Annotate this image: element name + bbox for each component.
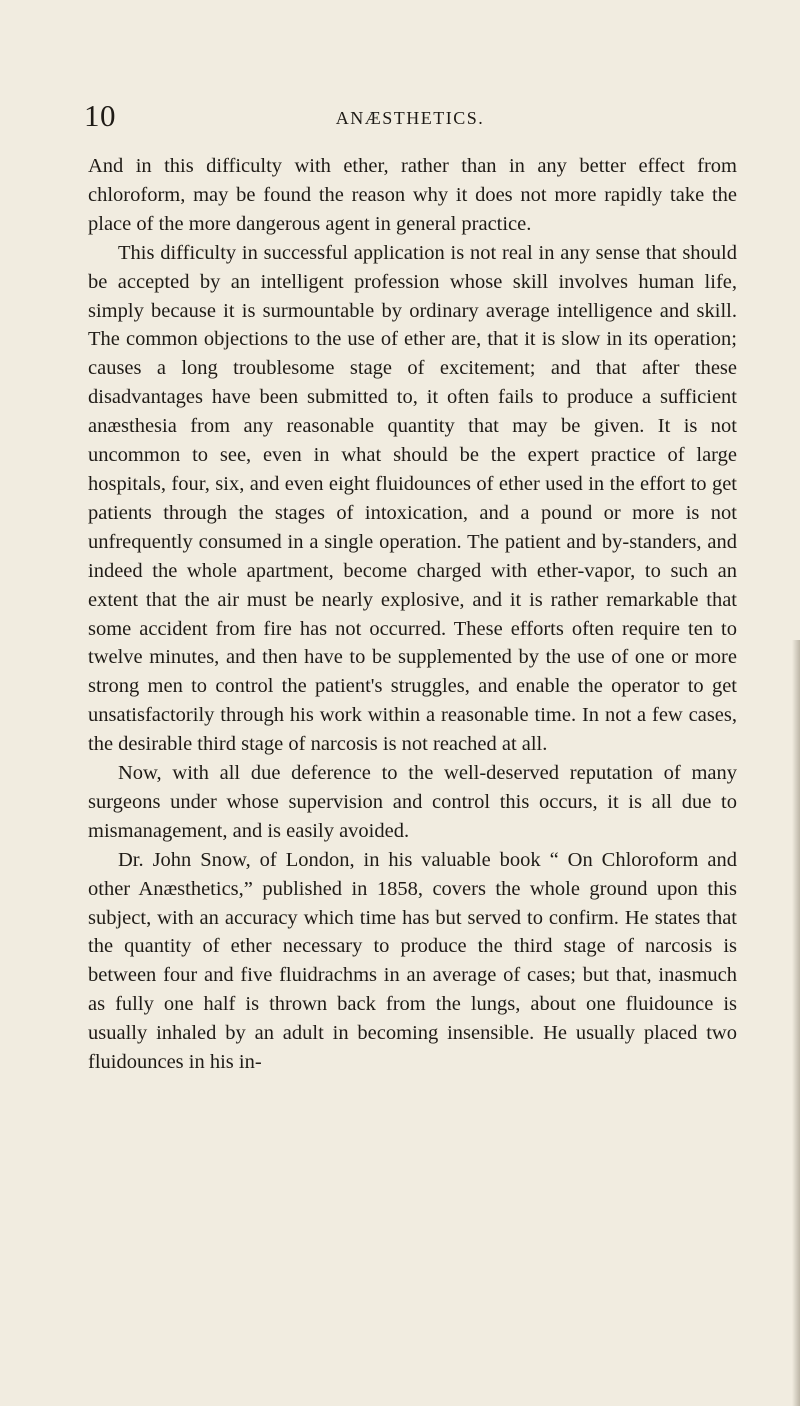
paragraph-4: Dr. John Snow, of London, in his valuable book “ On Chloroform and other Anæsthetics,” published in 1858, covers the whole ground upon this subject, with an accuracy which time has but served to confirm. He states that the quantity of ether necessary to produce the third stage of narcosis is between four and five fluidrachms in an average of cases; but that, inasmuch as fully one half is thrown back from the lungs, about one fluidounce is usually inhaled by an adult in becoming insensible. He usually placed two fluidounces in his in- xyxy=(88,848,737,1074)
page-edge-shadow xyxy=(792,640,800,1406)
running-title: ANÆSTHETICS. xyxy=(335,108,485,128)
running-head xyxy=(84,98,736,138)
paragraph-2: This difficulty in successful application is not real in any sense that should be accepted by an intelligent profession whose skill involves human life, simply because it is surmountable by ordinary average intelligence and skill. The common objections to the use of ether are, that it is slow in its operation; causes a long troublesome stage of excitement; and that after these disadvantages have been submitted to, it often fails to produce a sufficient anæsthesia from any reasonable quantity that may be given. It is not uncommon to see, even in what should be the expert practice of large hospitals, four, six, and even eight fluidounces of ether used in the effort to get patients through the stages of intoxication, and a pound or more is not unfrequently consumed in a single operation. The patient and by-standers, and indeed the whole apartment, become charged with ether-vapor, to such an extent that the air must be nearly explosive, and it is rather remarkable that some accident from fire has not occurred. These efforts often require ten to twelve minutes, and then have to be supplemented by the use of one or more strong men to control the patient's struggles, and enable the operator to get unsatisfactorily through his work within a reasonable time. In not a few cases, the desirable third stage of narcosis is not reached at all. xyxy=(88,241,737,756)
page-number: 10 xyxy=(84,98,116,133)
paragraph-1: And in this difficulty with ether, rather than in any better effect from chloroform, may be found the reason why it does not more rapidly take the place of the more dangerous agent in general practice. xyxy=(88,155,737,235)
paragraph-3: Now, with all due deference to the well-deserved reputation of many surgeons under whose supervision and control this occurs, it is all due to mismanagement, and is easily avoided. xyxy=(88,762,737,842)
body-text xyxy=(88,152,737,1077)
